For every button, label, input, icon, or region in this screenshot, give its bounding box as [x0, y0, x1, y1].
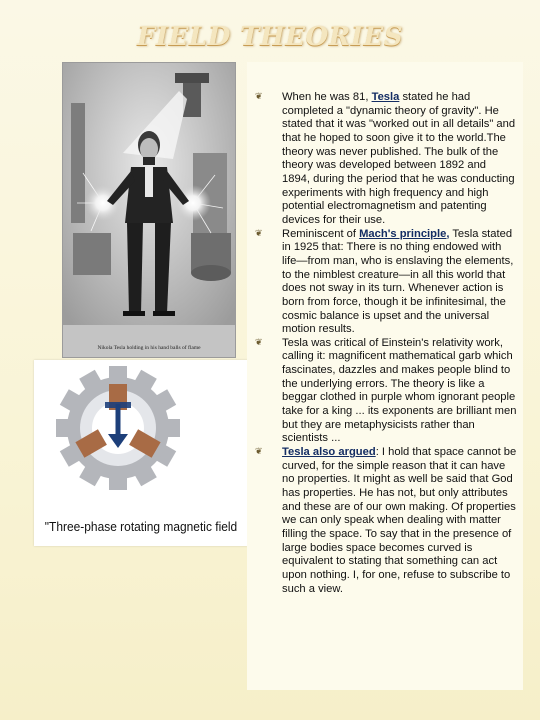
- bullet-text: [282, 91, 517, 228]
- bullet-text: [282, 228, 517, 337]
- slide-title: FIELD THEORIES: [136, 22, 404, 52]
- bullet-item-2: [247, 228, 517, 337]
- bullet-text-post: : I hold that space cannot be curved, for the simple reason that it can have no properties. It might as well be said that God has properties. He has not, but only attributes and these are of our own making. Of properties we can only speak when dealing with matter filling the space. To say that in the presence of large bodies space becomes curved is equivalent to stating that something can act upon nothing. I, for one, refuse to subscribe to such a view.: [282, 446, 517, 595]
- three-phase-motor-illustration: [34, 360, 248, 510]
- bullet-text-pre: Reminiscent of: [282, 227, 360, 240]
- bullet-item-4: [247, 446, 517, 596]
- bullet-item-1: [247, 91, 517, 228]
- photo-caption: Nikola Tesla holding in his hand balls of flame: [97, 345, 201, 351]
- bullet-x-icon: ❦: [255, 227, 263, 238]
- bullet-list: [247, 91, 517, 596]
- text-panel: [247, 62, 523, 690]
- rotating-field-diagram: [34, 360, 248, 546]
- bullet-text-pre: When he was 81,: [282, 91, 372, 103]
- tesla-photo-image: [63, 63, 235, 357]
- bullet-text-post: Tesla stated in 1925 that: There is no thing endowed with life—from man, who is enslaving the elements, to the nimblest creature—in all this world that does not sway in its turn. Whenever action is born from force, though it be infinitesimal, the cosmic balance is upset and the universal motion results.: [282, 227, 514, 336]
- tesla-also-argued-link[interactable]: Tesla also argued: [282, 446, 376, 459]
- bullet-text-post: stated he had completed a "dynamic theory of gravity". He stated that it was "worked out in all details" and that he hoped to soon give it to the world.The theory was never published. The bulk of the theory was developed between 1892 and 1894, during the period that he was conducting experiments with high frequency and high potential electromagnetism and patenting devices for their use.: [282, 91, 516, 226]
- bullet-text: [282, 337, 517, 446]
- bullet-item-3: [247, 337, 517, 446]
- bullet-x-icon: ❦: [255, 91, 263, 101]
- bullet-x-icon: ❦: [255, 336, 263, 347]
- bullet-x-icon: ❦: [255, 446, 263, 457]
- diagram-caption: "Three-phase rotating magnetic field: [44, 519, 238, 534]
- tesla-link[interactable]: Tesla: [371, 91, 400, 103]
- tesla-photo: [62, 62, 236, 358]
- bullet-text-pre: Tesla was critical of Einstein's relativity work, calling it: magnificent mathematical garb which fascinates, dazzles and makes people blind to the underlying errors. The theory is like a beggar clothed in purple whom ignorant people take for a king ... its exponents are brilliant men but they are metaphysicists rather than scientists ...: [282, 336, 517, 445]
- machs-principle-link[interactable]: Mach's principle,: [359, 227, 450, 240]
- bullet-text: [282, 446, 517, 596]
